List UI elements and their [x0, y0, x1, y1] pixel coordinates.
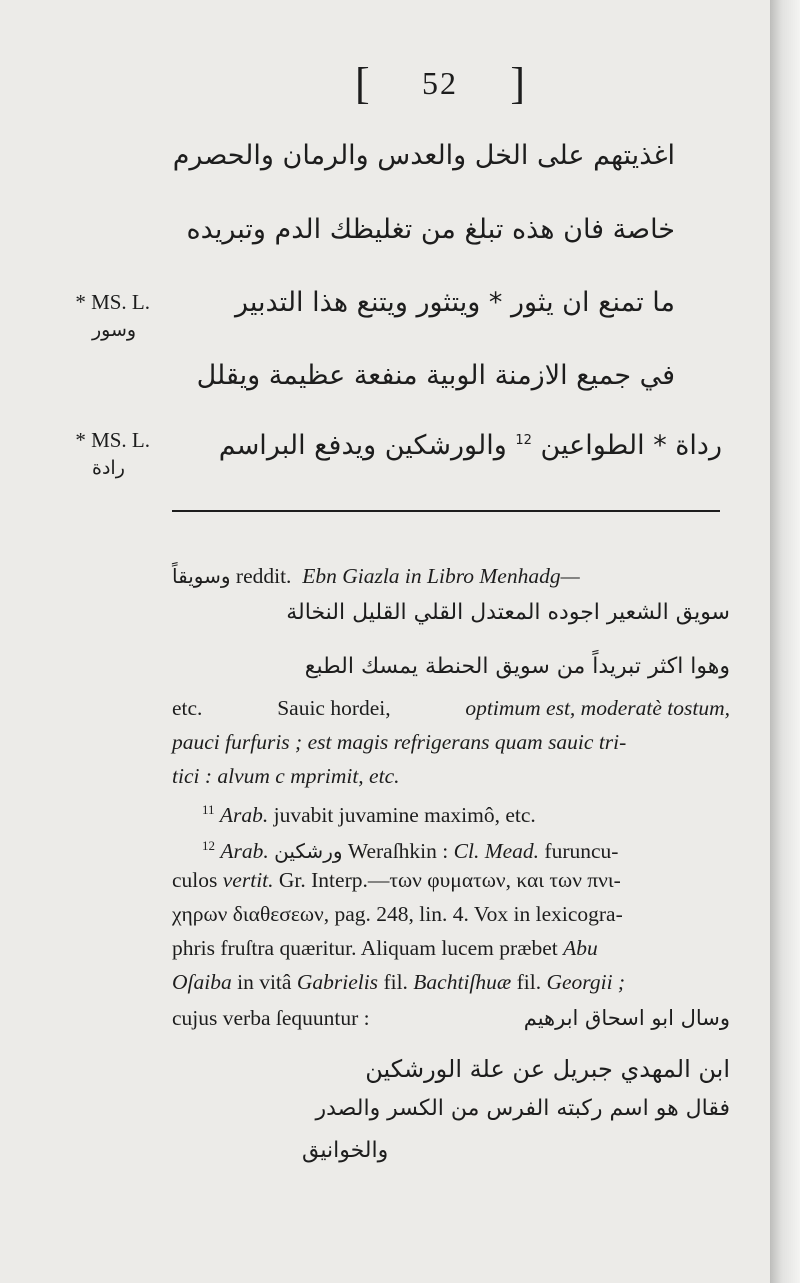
page-number: 52 — [422, 65, 458, 101]
margin-note-1 — [58, 290, 150, 341]
margin-note-marker: * MS. L. — [75, 290, 150, 314]
footnote-line-2: سويق الشعير اجوده المعتدل القلي القليل النخالة — [286, 600, 730, 625]
main-text-line-5 — [219, 430, 722, 461]
footnote-12-line-6: cujus verba ſequuntur : وسال ابو اسحاق ابرهيم — [172, 1006, 730, 1030]
margin-note-2 — [58, 428, 150, 479]
margin-note-arabic: رادة — [92, 457, 125, 479]
footnote-12-line-5: Oſaiba in vitâ Gabrielis fil. Bachtiſhuæ fil. Georgii ; — [172, 970, 626, 994]
margin-note-arabic: وسور — [92, 319, 137, 341]
footnote-12-line-4: phris fruſtra quæritur. Aliquam lucem præbet Abu — [172, 936, 598, 960]
footnote-divider — [172, 510, 720, 512]
footnote-line-3: وهوا اكثر تبريداً من سويق الحنطة يمسك الطبع — [304, 654, 730, 679]
footnote-line-6: tici : alvum c mprimit, etc. — [172, 764, 400, 788]
footnote-line-5: pauci furfuris ; est magis refrigerans quam sauic tri- — [172, 730, 627, 754]
main-text-line-4: في جميع الازمنة الوبية منفعة عظيمة ويقلل — [196, 360, 675, 391]
main-text-line-5b: والورشكين ويدفع البراسم — [218, 430, 507, 461]
footnote-11: $^{11}$ Arab. juvabit juvamine maximô, etc. — [202, 802, 536, 828]
main-text-line-2: خاصة فان هذه تبلغ من تغليظك الدم وتبريده — [186, 214, 675, 245]
bracket-close: ] — [510, 59, 525, 108]
footnote-12-line-3: χηρων διαθεσεων, pag. 248, lin. 4. Vox in lexicogra- — [172, 902, 623, 926]
page-edge — [770, 0, 800, 1283]
page-header — [355, 58, 525, 109]
footnote-line-1: وسويقاً reddit. Ebn Giazla in Libro Menhadg— — [172, 564, 580, 588]
footnote-ref-12: 12 — [515, 433, 532, 448]
margin-note-marker: * MS. L. — [75, 428, 150, 452]
main-text-line-3: ما تمنع ان يثور * ويتثور ويتنع هذا التدبير — [234, 287, 675, 318]
footnote-12-line-9: والخوانيق — [302, 1138, 389, 1163]
main-text-line-5a: رداة * الطواعين — [540, 430, 722, 461]
main-text-line-1: اغذيتهم على الخل والعدس والرمان والحصرم — [172, 140, 675, 171]
footnote-12-line-7: ابن المهدي جبريل عن علة الورشكين — [365, 1055, 730, 1083]
footnote-line-4: etc. Sauic hordei, optimum est, moderatè tostum, — [172, 696, 730, 720]
bracket-open: [ — [355, 59, 370, 108]
footnote-12-line-2: culos vertit. Gr. Interp.—των φυματων, και των πνι- — [172, 868, 621, 892]
footnote-12-line-8: فقال هو اسم ركبته الفرس من الكسر والصدر — [315, 1096, 730, 1121]
footnote-12: $^{12}$ Arab. ورشكين Weraſhkin : Cl. Mead. furuncu- — [202, 838, 619, 864]
